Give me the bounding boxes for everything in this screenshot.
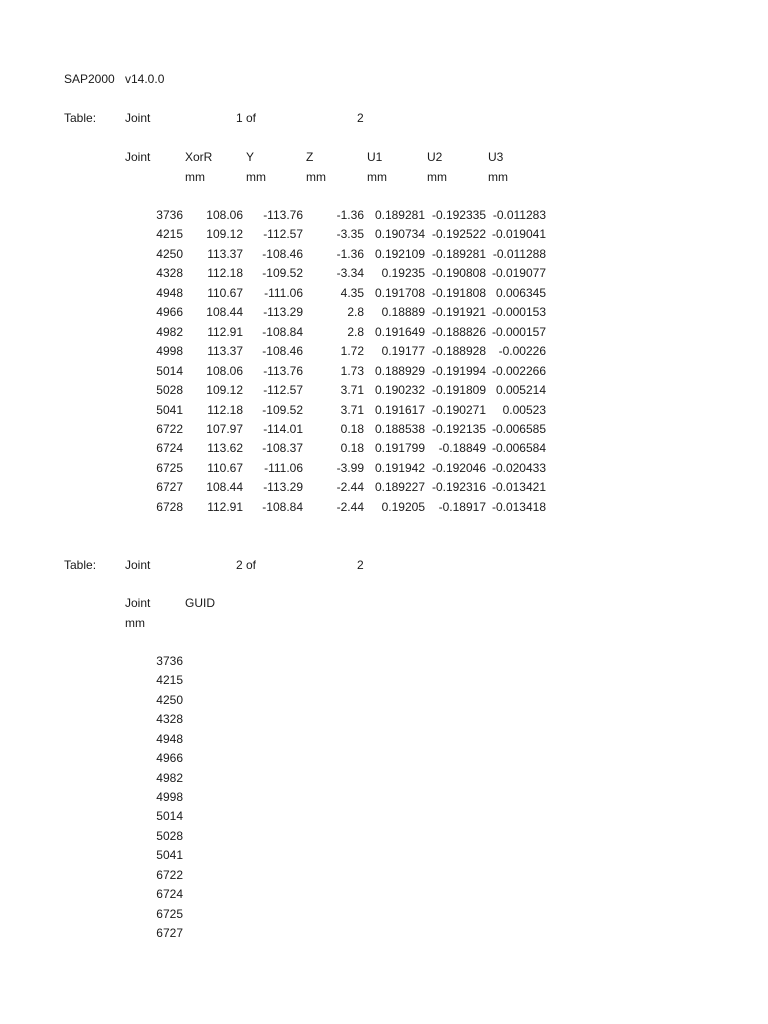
table1-header-u2: U2 (427, 150, 443, 164)
table1-cell: -0.188928 (431, 344, 486, 358)
table1-cell: 0.19235 (381, 266, 425, 280)
table1-cell: 109.12 (206, 383, 243, 397)
table1-cell: 5014 (156, 364, 183, 378)
app-name: SAP2000 (64, 72, 115, 86)
table1-unit-u2: mm (427, 170, 447, 184)
table1-header-xorr: XorR (185, 150, 213, 164)
table1-cell: -0.191994 (431, 364, 486, 378)
table1-cell: -0.192135 (431, 422, 486, 436)
table1-cell: -3.99 (336, 461, 364, 475)
table2-joint-cell: 5041 (156, 848, 183, 862)
app-version: v14.0.0 (125, 72, 165, 86)
table2-joint-cell: 5014 (156, 809, 183, 823)
table1-cell: -0.192335 (431, 208, 486, 222)
table1-cell: -108.84 (262, 325, 303, 339)
table1-cell: 0.18889 (381, 305, 425, 319)
table1-cell: -108.46 (262, 344, 303, 358)
table2-header-joint: Joint (125, 596, 151, 610)
table1-unit-xorr: mm (185, 170, 205, 184)
table1-cell: 4966 (156, 305, 183, 319)
table1-cell: -0.013418 (491, 500, 546, 514)
table1-cell: 3.71 (340, 383, 364, 397)
table2-label: Table: (64, 558, 97, 572)
table1-cell: -0.191809 (431, 383, 486, 397)
table1-cell: 0.19177 (381, 344, 425, 358)
table1-cell: -111.06 (264, 461, 303, 475)
table1-cell: -2.44 (336, 480, 364, 494)
table1-cell: 110.67 (207, 286, 243, 300)
table1-cell: 0.192109 (374, 247, 425, 261)
table1-cell: 4948 (156, 286, 183, 300)
table1-cell: -0.013421 (491, 480, 546, 494)
table1-cell: 0.189227 (374, 480, 425, 494)
table1-cell: 113.37 (207, 247, 243, 261)
table1-unit-u3: mm (488, 170, 508, 184)
table1-cell: 110.67 (207, 461, 243, 475)
table1-cell: -2.44 (336, 500, 364, 514)
table1-cell: -113.76 (263, 208, 303, 222)
table2-joint-cell: 4215 (156, 673, 183, 687)
table1-header-u1: U1 (367, 150, 383, 164)
table1-cell: 0.005214 (495, 383, 546, 397)
table1-cell: -112.57 (263, 227, 303, 241)
table1-cell: 0.191942 (374, 461, 425, 475)
table1-cell: -113.29 (263, 305, 303, 319)
table1-cell: 109.12 (206, 227, 243, 241)
table2-joint-cell: 4328 (156, 712, 183, 726)
table1-cell: 0.191708 (374, 286, 425, 300)
table1-name: Joint (125, 111, 151, 125)
table1-cell: -3.35 (336, 227, 364, 241)
table1-cell: -0.192046 (431, 461, 486, 475)
table2-joint-cell: 4948 (156, 732, 183, 746)
table2-joint-cell: 4982 (156, 771, 183, 785)
table2-total: 2 (357, 558, 364, 572)
table1-cell: 0.191799 (374, 441, 425, 455)
table1-cell: -1.36 (336, 208, 364, 222)
table1-cell: 6722 (156, 422, 183, 436)
table1-cell: 0.190232 (374, 383, 425, 397)
table2-joint-cell: 6727 (156, 926, 183, 940)
table1-cell: 5041 (156, 403, 183, 417)
table1-cell: 112.18 (207, 266, 243, 280)
table1-cell: -0.019041 (491, 227, 546, 241)
table1-total: 2 (357, 111, 364, 125)
table1-cell: -1.36 (336, 247, 364, 261)
table1-cell: 112.18 (207, 403, 243, 417)
table1-cell: 3736 (156, 208, 183, 222)
table1-cell: 1.73 (340, 364, 364, 378)
table1-cell: -0.192522 (431, 227, 486, 241)
table1-cell: 108.44 (206, 480, 243, 494)
table1-cell: 6728 (156, 500, 183, 514)
table1-cell: 113.62 (207, 441, 243, 455)
table2-joint-cell: 6724 (156, 887, 183, 901)
table1-cell: -0.188826 (431, 325, 486, 339)
table1-cell: -0.002266 (491, 364, 546, 378)
table1-cell: -0.18849 (438, 441, 486, 455)
table1-cell: -112.57 (263, 383, 303, 397)
table2-header-guid: GUID (185, 596, 215, 610)
table1-cell: -0.18917 (438, 500, 486, 514)
table1-cell: -0.011288 (492, 247, 546, 261)
table1-cell: 4215 (156, 227, 183, 241)
table1-header-z: Z (306, 150, 314, 164)
table1-cell: 5028 (156, 383, 183, 397)
table1-cell: -0.192316 (431, 480, 486, 494)
table1-cell: -0.00226 (498, 344, 546, 358)
table1-cell: -0.191921 (431, 305, 486, 319)
table1-header-u3: U3 (488, 150, 504, 164)
table1-cell: 0.188538 (374, 422, 425, 436)
table1-cell: 4998 (156, 344, 183, 358)
table1-cell: 4250 (156, 247, 183, 261)
table1-cell: 1.72 (340, 344, 364, 358)
table1-cell: 108.44 (206, 305, 243, 319)
table1-cell: 2.8 (347, 325, 364, 339)
table1-cell: 6724 (156, 441, 183, 455)
table1-cell: -109.52 (262, 403, 303, 417)
table1-cell: -108.37 (262, 441, 303, 455)
table1-unit-z: mm (306, 170, 326, 184)
table1-header-y: Y (246, 150, 255, 164)
table2-joint-cell: 4998 (156, 790, 183, 804)
table1-cell: 0.189281 (374, 208, 425, 222)
table1-cell: -113.29 (263, 480, 303, 494)
table1-cell: 112.91 (207, 325, 243, 339)
table2-name: Joint (125, 558, 151, 572)
table2-joint-cell: 6725 (156, 907, 183, 921)
table2-joint-cell: 3736 (156, 654, 183, 668)
table1-cell: 0.190734 (374, 227, 425, 241)
table1-cell: -0.020433 (491, 461, 546, 475)
table1-cell: 6727 (156, 480, 183, 494)
table1-cell: -114.01 (263, 422, 303, 436)
table1-cell: 0.00523 (502, 403, 546, 417)
table1-header-joint: Joint (125, 150, 151, 164)
table2-joint-cell: 4966 (156, 751, 183, 765)
table1-cell: 108.06 (206, 364, 243, 378)
table1-cell: -0.000153 (491, 305, 546, 319)
table1-cell: 0.18 (340, 422, 364, 436)
table1-cell: 3.71 (340, 403, 364, 417)
table1-cell: -108.84 (262, 500, 303, 514)
table1-cell: 0.188929 (374, 364, 425, 378)
table1-cell: -0.189281 (431, 247, 486, 261)
table1-cell: 0.006345 (495, 286, 546, 300)
table1-cell: 6725 (156, 461, 183, 475)
table1-page: 1 of (236, 111, 257, 125)
table2-page: 2 of (236, 558, 257, 572)
table1-cell: 113.37 (207, 344, 243, 358)
table1-cell: -0.191808 (431, 286, 486, 300)
table1-unit-y: mm (246, 170, 266, 184)
table1-cell: 0.18 (340, 441, 364, 455)
table1-cell: 4982 (156, 325, 183, 339)
table2-joint-cell: 5028 (156, 829, 183, 843)
table1-cell: 4.35 (340, 286, 364, 300)
table1-cell: 0.19205 (381, 500, 425, 514)
table1-label: Table: (64, 111, 97, 125)
table1-cell: -0.000157 (491, 325, 546, 339)
table2-joint-cell: 4250 (156, 693, 183, 707)
table1-cell: -0.190808 (431, 266, 486, 280)
table1-cell: 2.8 (347, 305, 364, 319)
table1-cell: 112.91 (207, 500, 243, 514)
table1-cell: -3.34 (336, 266, 364, 280)
table2-unit-joint: mm (125, 616, 145, 630)
table1-cell: -109.52 (262, 266, 303, 280)
table1-cell: -113.76 (263, 364, 303, 378)
table1-cell: 0.191649 (374, 325, 425, 339)
table1-cell: -0.190271 (431, 403, 486, 417)
table1-cell: 107.97 (206, 422, 243, 436)
table1-cell: -108.46 (262, 247, 303, 261)
table1-cell: -0.019077 (491, 266, 546, 280)
table1-cell: -0.006585 (491, 422, 546, 436)
table2-joint-cell: 6722 (156, 868, 183, 882)
table1-cell: -0.011283 (492, 208, 546, 222)
table1-unit-u1: mm (367, 170, 387, 184)
table1-cell: 4328 (156, 266, 183, 280)
table1-cell: 0.191617 (374, 403, 425, 417)
table1-cell: -111.06 (264, 286, 303, 300)
table1-cell: 108.06 (206, 208, 243, 222)
table1-cell: -0.006584 (491, 441, 546, 455)
